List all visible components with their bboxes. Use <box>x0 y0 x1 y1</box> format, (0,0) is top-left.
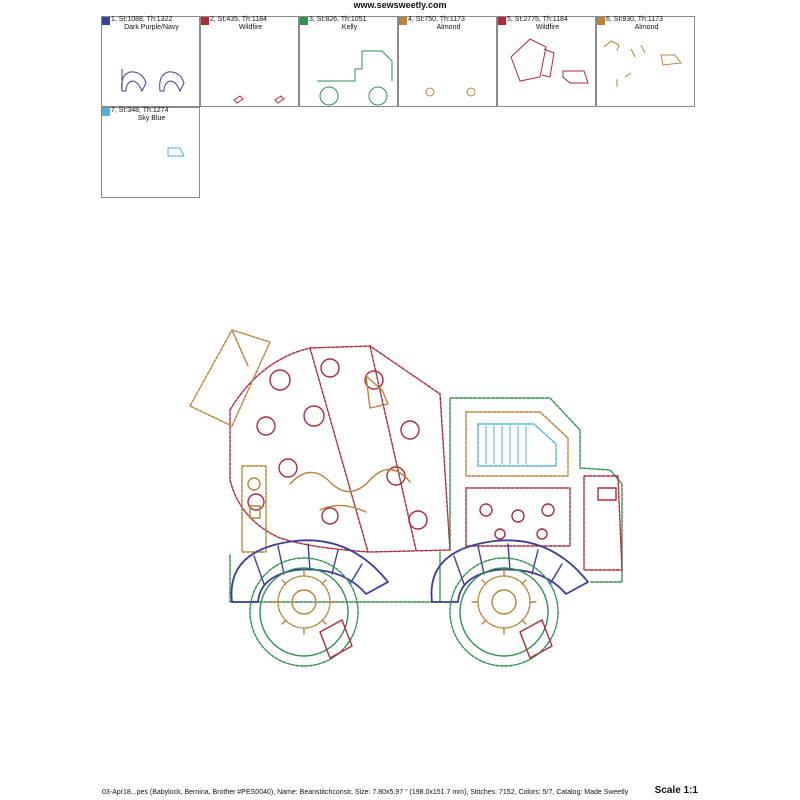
swatch-stitch-info: 2, St:435, Th:1184 <box>210 16 267 23</box>
swatch-5 <box>497 16 596 107</box>
swatch-4 <box>398 16 497 107</box>
swatch-7 <box>101 107 200 198</box>
swatch-3 <box>299 16 398 107</box>
swatch-color-name: Wildfire <box>238 24 263 31</box>
drum-support-post <box>242 466 266 552</box>
swatch-preview <box>597 17 696 108</box>
cement-mixer-design <box>170 320 630 680</box>
swatch-preview <box>201 17 300 108</box>
cab-window-glass <box>478 424 556 466</box>
swatch-color-name: Sky Blue <box>137 115 166 122</box>
swatch-stitch-info: 1, St:1088, Th:1322 <box>111 16 173 23</box>
swatch-1 <box>101 16 200 107</box>
swatch-preview <box>399 17 498 108</box>
swatch-color-name: Almond <box>436 24 461 31</box>
rear-fender <box>231 540 388 602</box>
swatch-stitch-info: 7, St:348, Th:1274 <box>111 107 169 114</box>
swatch-stitch-info: 6, St:930, Th:1173 <box>606 16 663 23</box>
swatch-preview <box>498 17 597 108</box>
front-fender <box>431 540 588 602</box>
front-wheel-tread <box>520 620 552 658</box>
file-info: 03-Apr18...pes (Babylock, Bernina, Brother #PES0040), Name: Beanstitchconstr, Size: 7.80x5.97 " (198.0x151.7 mm), Stitches: 7152, Colors: 5/7, Catalog: Made Sweetly <box>102 789 629 796</box>
swatch-color-name: Almond <box>634 24 659 31</box>
drum-stripe-2 <box>370 346 416 550</box>
swatch-6 <box>596 16 695 107</box>
site-url: www.sewsweetly.com <box>353 0 447 10</box>
swatch-preview <box>102 17 201 108</box>
scale-label: Scale 1:1 <box>654 785 698 796</box>
swatch-stitch-info: 3, St:826, Th:1051 <box>309 16 367 23</box>
swatch-stitch-info: 5, St:2775, Th:1184 <box>507 16 568 23</box>
swatch-color-name: Kelly <box>341 24 358 31</box>
swatch-stitch-info: 4, St:750, Th:1173 <box>408 16 465 23</box>
swatch-preview <box>102 108 201 199</box>
cab-lower-panel <box>466 488 570 546</box>
swatch-2 <box>200 16 299 107</box>
swatch-color-name: Dark Purple/Navy <box>124 24 179 31</box>
drum-stripe-1 <box>310 348 368 552</box>
swatch-preview <box>300 17 399 108</box>
rear-wheel-tread <box>320 620 352 658</box>
mixer-drum <box>230 346 450 552</box>
swatch-color-name: Wildfire <box>535 24 560 31</box>
